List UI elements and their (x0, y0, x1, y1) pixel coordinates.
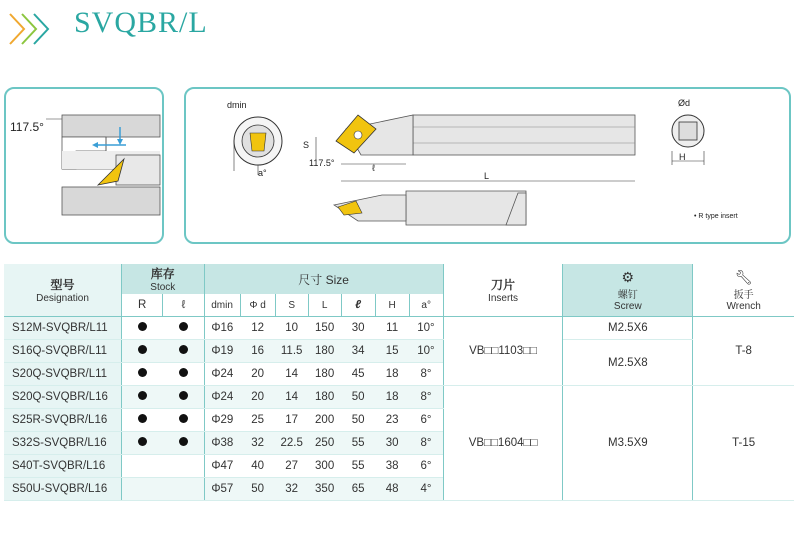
table-cell: 65 (341, 478, 375, 501)
sub-d: Φ d (240, 294, 275, 317)
table-cell: S50U-SVQBR/L16 (4, 478, 122, 501)
table-cell: 180 (308, 363, 341, 386)
wrench-cell: T-15 (693, 386, 794, 501)
table-cell: 180 (308, 340, 341, 363)
table-cell: 11 (375, 317, 409, 340)
table-cell (122, 363, 163, 386)
sub-s: S (275, 294, 308, 317)
toolholder-dimension-panel (184, 87, 791, 244)
table-cell: 14 (275, 386, 308, 409)
stock-dot (179, 345, 188, 354)
stock-dot (138, 345, 147, 354)
table-cell: S12M-SVQBR/L11 (4, 317, 122, 340)
table-cell: 34 (341, 340, 375, 363)
table-cell: 8° (409, 386, 443, 409)
rtype-insert-note: • R type insert (694, 213, 738, 220)
angle2-label: 117.5° (309, 158, 335, 168)
table-cell: 8° (409, 363, 443, 386)
h-label: H (679, 152, 686, 162)
table-cell: 55 (341, 432, 375, 455)
table-cell: 27 (275, 455, 308, 478)
table-cell: 14 (275, 363, 308, 386)
table-cell: 32 (275, 478, 308, 501)
table-cell: 55 (341, 455, 375, 478)
table-cell: 10° (409, 340, 443, 363)
table-cell (122, 340, 163, 363)
table-cell (122, 386, 163, 409)
screw-cell: M3.5X9 (563, 386, 693, 501)
table-cell: 8° (409, 432, 443, 455)
approach-angle-label: 117.5° (10, 120, 44, 134)
table-cell (163, 363, 204, 386)
table-cell: 4° (409, 478, 443, 501)
designation-header: 型号 Designation (4, 264, 122, 317)
table-cell: 6° (409, 409, 443, 432)
sub-a: a° (409, 294, 443, 317)
table-cell: 45 (341, 363, 375, 386)
screw-icon: ⚙ (621, 268, 635, 285)
dmin-label: dmin (227, 100, 247, 110)
table-cell (122, 432, 163, 455)
table-cell: 23 (375, 409, 409, 432)
page-title: SVQBR/L (74, 6, 208, 39)
table-cell: 38 (375, 455, 409, 478)
table-cell (163, 432, 204, 455)
wrench-cell: T-8 (693, 317, 794, 386)
table-cell: 250 (308, 432, 341, 455)
table-cell: 18 (375, 386, 409, 409)
stock-dot (179, 414, 188, 423)
table-row (4, 340, 794, 363)
table-cell: S20Q-SVQBR/L16 (4, 386, 122, 409)
table-cell: 18 (375, 363, 409, 386)
stock-dot (179, 322, 188, 331)
table-row (4, 386, 794, 409)
size-header: 尺寸 Size (204, 264, 443, 294)
table-cell: Φ24 (204, 386, 240, 409)
table-cell: 30 (375, 432, 409, 455)
table-cell: 10 (275, 317, 308, 340)
table-cell: 22.5 (275, 432, 308, 455)
table-cell: Φ16 (204, 317, 240, 340)
table-cell: 20 (240, 363, 275, 386)
table-cell: 30 (341, 317, 375, 340)
table-cell (122, 409, 163, 432)
insert-cell: VB□□1103□□ (443, 317, 563, 386)
table-cell (163, 409, 204, 432)
table-cell (163, 455, 204, 478)
table-cell: Φ24 (204, 363, 240, 386)
table-cell: 40 (240, 455, 275, 478)
stock-dot (179, 368, 188, 377)
toolholder-top-view-panel (4, 87, 164, 244)
sub-h: H (375, 294, 409, 317)
table-cell (163, 340, 204, 363)
table-cell: 300 (308, 455, 341, 478)
table-cell: 32 (240, 432, 275, 455)
table-cell: 20 (240, 386, 275, 409)
table-row (4, 317, 794, 340)
table-cell: 50 (341, 386, 375, 409)
sub-dmin: dmin (204, 294, 240, 317)
stock-dot (138, 368, 147, 377)
sub-r: R (122, 294, 163, 317)
stock-dot (138, 414, 147, 423)
screw-header: ⚙ 螺钉 Screw (563, 264, 693, 317)
table-cell (122, 478, 163, 501)
table-cell: 25 (240, 409, 275, 432)
table-cell: 180 (308, 386, 341, 409)
wrench-header: 🔧︎ 扳手 Wrench (693, 264, 794, 317)
sub-l-small: ℓ (341, 294, 375, 317)
screw-cell: M2.5X8 (563, 340, 693, 386)
table-cell: S25R-SVQBR/L16 (4, 409, 122, 432)
table-cell: 6° (409, 455, 443, 478)
table-cell: 50 (240, 478, 275, 501)
sub-l: ℓ (163, 294, 204, 317)
spec-table (4, 264, 794, 501)
chevron-triple-right-icon (6, 8, 66, 55)
table-cell: 150 (308, 317, 341, 340)
table-cell: Φ38 (204, 432, 240, 455)
od-label: Ød (678, 98, 691, 108)
table-cell: Φ29 (204, 409, 240, 432)
table-cell (163, 386, 204, 409)
table-cell (122, 317, 163, 340)
stock-dot (138, 391, 147, 400)
stock-dot (138, 322, 147, 331)
insert-cell: VB□□1604□□ (443, 386, 563, 501)
l-small-label: ℓ (372, 163, 375, 173)
screw-cell: M2.5X6 (563, 317, 693, 340)
s-label: S (303, 140, 310, 150)
table-cell: Φ19 (204, 340, 240, 363)
table-cell: 11.5 (275, 340, 308, 363)
sub-L: L (308, 294, 341, 317)
table-cell (122, 455, 163, 478)
stock-header: 库存 Stock (122, 264, 204, 294)
L-label: L (484, 171, 490, 181)
table-cell: S40T-SVQBR/L16 (4, 455, 122, 478)
table-cell: 16 (240, 340, 275, 363)
stock-dot (179, 391, 188, 400)
table-cell: S32S-SVQBR/L16 (4, 432, 122, 455)
table-cell (163, 317, 204, 340)
table-cell: Φ47 (204, 455, 240, 478)
wrench-icon: 🔧︎ (734, 268, 753, 285)
table-cell: 17 (275, 409, 308, 432)
table-cell: Φ57 (204, 478, 240, 501)
table-cell: S16Q-SVQBR/L11 (4, 340, 122, 363)
table-cell: 10° (409, 317, 443, 340)
stock-dot (179, 437, 188, 446)
table-cell: 50 (341, 409, 375, 432)
stock-dot (138, 437, 147, 446)
inserts-header: 刀片 Inserts (443, 264, 563, 317)
a-label: a° (258, 168, 267, 178)
table-cell: 12 (240, 317, 275, 340)
table-cell (163, 478, 204, 501)
table-cell: 350 (308, 478, 341, 501)
table-cell: 48 (375, 478, 409, 501)
table-cell: 200 (308, 409, 341, 432)
table-cell: S20Q-SVQBR/L11 (4, 363, 122, 386)
table-cell: 15 (375, 340, 409, 363)
